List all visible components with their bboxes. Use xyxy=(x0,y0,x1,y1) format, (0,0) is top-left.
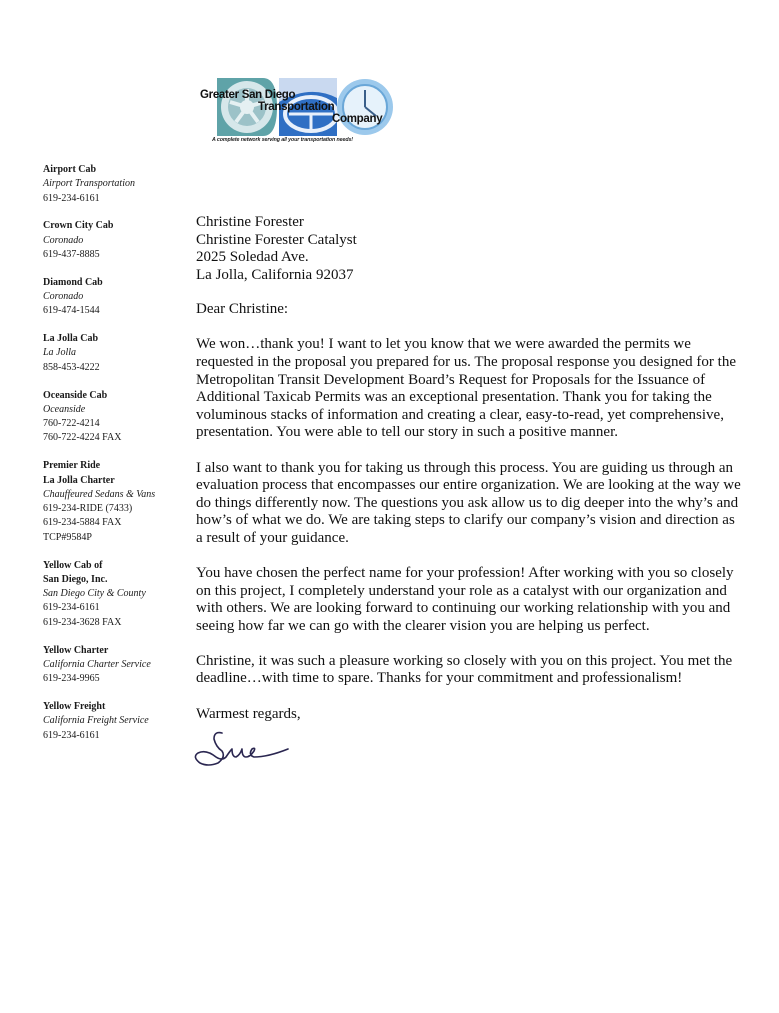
company-phone: 619-437-8885 xyxy=(43,248,100,260)
closing: Warmest regards, xyxy=(196,705,301,722)
recipient-city-state-zip: La Jolla, California 92037 xyxy=(196,266,354,283)
company-entry-yellow-charter xyxy=(43,644,183,687)
salutation: Dear Christine: xyxy=(196,301,289,318)
recipient-company: Christine Forester Catalyst xyxy=(196,231,357,248)
company-name: Premier Ride xyxy=(43,460,101,472)
paragraph-2: I also want to thank you for taking us through this process. You are guiding us through an evaluation process that encompasses our entire organization. We are looking at the way we do things differently now. The questions you ask allow us to dig deeper into the why’s and how’s of what we do. We are taking steps to clarify our company’s vision and direction as a result of your guidance. xyxy=(196,459,741,546)
paragraph-4: Christine, it was such a pleasure working so closely with you on this project. You met the deadline…with time to spare. Thanks for your commitment and professionalism! xyxy=(196,652,733,687)
company-fax: 619-234-5884 FAX xyxy=(43,517,122,529)
company-phone: 760-722-4214 xyxy=(43,418,100,430)
company-phone: 619-474-1544 xyxy=(43,305,100,317)
affiliated-companies-sidebar xyxy=(43,163,183,756)
company-entry-airport-cab xyxy=(43,163,183,206)
company-description: San Diego City & County xyxy=(43,588,146,600)
company-name: Oceanside Cab xyxy=(43,389,108,401)
company-entry-yellow-cab xyxy=(43,559,183,630)
company-phone: 619-234-6161 xyxy=(43,192,100,204)
company-entry-premier-ride xyxy=(43,459,183,545)
company-name: Yellow Freight xyxy=(43,700,106,712)
logo-text-line2: Transportation xyxy=(258,101,335,113)
logo-tagline: A complete network serving all your transportation needs! xyxy=(212,137,353,143)
recipient-name: Christine Forester xyxy=(196,214,304,230)
paragraph-3: You have chosen the perfect name for your profession! After working with you so closely on this project, I completely understand your role as a catalyst with our organization and with others. We are looking forward to continuing our working relationship with you and seeing how far we can go with the clearer vision you are helping us perfect. xyxy=(196,565,734,634)
company-phone: 619-234-9965 xyxy=(43,673,100,685)
company-entry-diamond-cab xyxy=(43,276,183,319)
clock-icon xyxy=(337,79,393,135)
company-name: La Jolla Cab xyxy=(43,333,99,345)
company-name-line2: San Diego, Inc. xyxy=(43,573,108,585)
company-description: Coronado xyxy=(43,291,84,303)
company-name: Diamond Cab xyxy=(43,276,103,288)
company-phone: 619-234-6161 xyxy=(43,602,100,614)
company-description: La Jolla xyxy=(43,347,77,359)
company-entry-la-jolla-cab xyxy=(43,332,183,375)
company-phone: 619-234-RIDE (7433) xyxy=(43,503,133,515)
company-description: Oceanside xyxy=(43,403,86,415)
company-description: California Freight Service xyxy=(43,715,149,727)
company-name: Yellow Charter xyxy=(43,644,109,656)
company-name-line2: La Jolla Charter xyxy=(43,474,115,486)
signature-sue xyxy=(192,727,302,769)
recipient-address xyxy=(196,214,741,284)
company-phone: 619-234-6161 xyxy=(43,729,100,741)
company-description: Coronado xyxy=(43,234,84,246)
company-phone: 858-453-4222 xyxy=(43,361,100,373)
company-name: Airport Cab xyxy=(43,164,97,175)
company-entry-crown-city-cab xyxy=(43,219,183,262)
company-entry-oceanside-cab xyxy=(43,389,183,446)
company-fax: 760-722-4224 FAX xyxy=(43,432,122,444)
company-description: Chauffeured Sedans & Vans xyxy=(43,488,156,500)
logo-text-line1: Greater San Diego xyxy=(200,89,296,101)
company-description: California Charter Service xyxy=(43,658,151,670)
company-fax: 619-234-3628 FAX xyxy=(43,616,122,628)
company-description: Airport Transportation xyxy=(43,178,135,190)
logo-text-line3: Company xyxy=(332,113,383,125)
company-logo xyxy=(200,72,410,154)
paragraph-1: We won…thank you! I want to let you know that we were awarded the permits we requested in the proposal you prepared for us. The proposal response you designed for the Metropolitan Transit Development Board’s Request for Proposals for the Issuance of Additional Taxicab Permits was an exceptional presentation. Thank you for taking the voluminous stacks of information and creating a clear, easy-to-read, yet comprehensive, presentation. You were able to tell our story in such a positive manner. xyxy=(196,336,736,441)
company-name: Crown City Cab xyxy=(43,220,114,232)
recipient-street: 2025 Soledad Ave. xyxy=(196,249,309,266)
letter-body xyxy=(196,214,741,769)
company-license: TCP#9584P xyxy=(43,531,92,543)
company-entry-yellow-freight xyxy=(43,700,183,743)
company-name: Yellow Cab of xyxy=(43,559,103,571)
